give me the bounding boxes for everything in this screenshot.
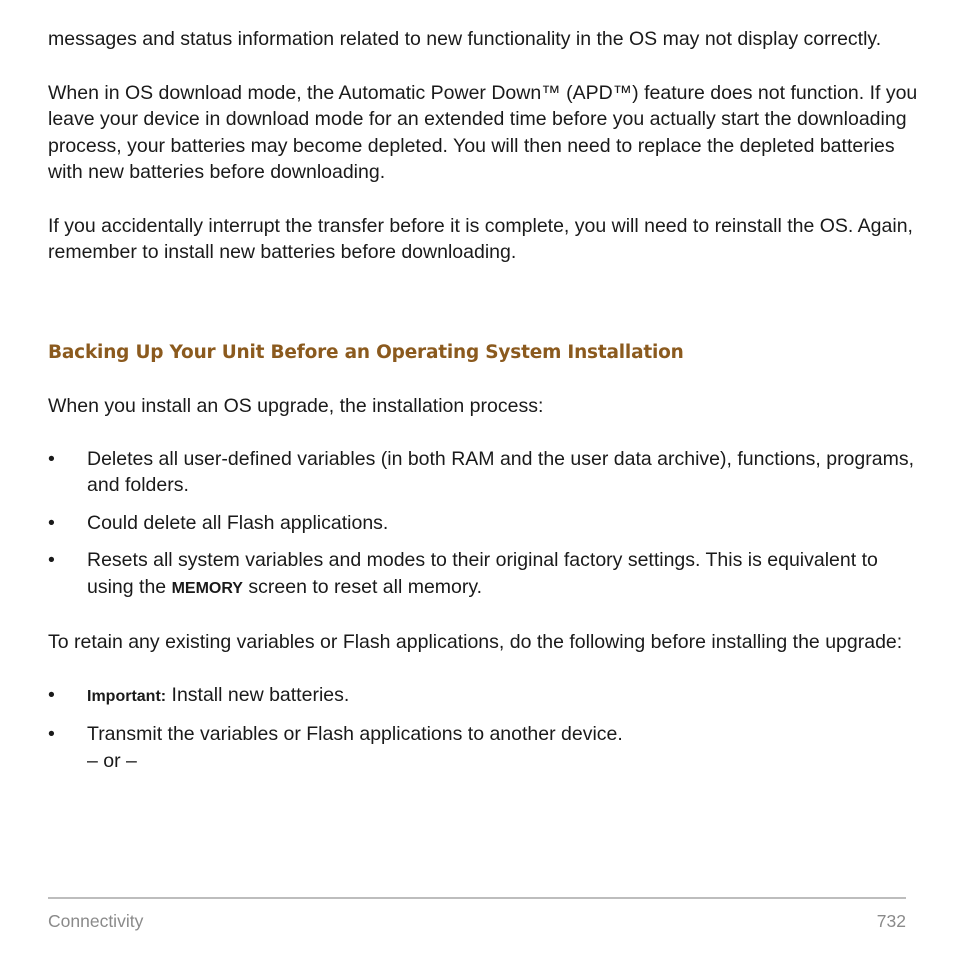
or-separator: – or –: [87, 749, 137, 772]
list-item-text: Deletes all user-defined variables (in both RAM and the user data archive), functions, programs, and folders.: [87, 447, 914, 496]
backup-steps-list: [48, 682, 918, 775]
paragraph-intro: When you install an OS upgrade, the installation process:: [48, 395, 544, 417]
list-item: [48, 721, 918, 774]
bullet-icon: •: [48, 723, 55, 745]
memory-key-label: MEMORY: [171, 579, 243, 597]
list-item: [48, 446, 918, 499]
list-item: [48, 682, 918, 711]
list-item-text-end: screen to reset all memory.: [242, 575, 483, 598]
bullet-icon: •: [48, 683, 55, 706]
paragraph-continuation: messages and status information related to new functionality in the OS may not display correctly.: [48, 28, 882, 50]
paragraph-apd: When in OS download mode, the Automatic Power Down™ (APD™) feature does not function. If you leave your device in download mode for an extended time before you actually start the downloading process, your batteries may become depleted. You will then need to replace the depleted batteries with new batteries before downloading.: [48, 81, 918, 183]
list-item: [48, 547, 918, 602]
document-body: [48, 26, 918, 266]
important-label: Important:: [87, 687, 167, 705]
footer-section-name: Connectivity: [48, 911, 144, 931]
list-item: [48, 510, 918, 537]
list-item-text: Could delete all Flash applications.: [87, 511, 389, 534]
footer-page-number: 732: [876, 911, 906, 931]
list-item-text: Resets all system variables and modes to their original factory settings. This is equivalent to using the: [87, 549, 878, 598]
section-heading: Backing Up Your Unit Before an Operating System Installation: [48, 342, 684, 363]
section-body: [48, 393, 918, 774]
bullet-icon: •: [48, 511, 55, 534]
installation-effects-list: [48, 446, 918, 603]
bullet-icon: •: [48, 447, 55, 470]
bullet-icon: •: [48, 549, 55, 571]
footer-divider: [48, 897, 906, 899]
paragraph-interrupt: If you accidentally interrupt the transfer before it is complete, you will need to reinstall the OS. Again, remember to install new batteries before downloading.: [48, 214, 913, 263]
paragraph-retain: To retain any existing variables or Flash applications, do the following before installing the upgrade:: [48, 631, 903, 653]
list-item-text: Transmit the variables or Flash applications to another device.: [87, 723, 623, 745]
list-item-text: Install new batteries.: [166, 683, 350, 706]
